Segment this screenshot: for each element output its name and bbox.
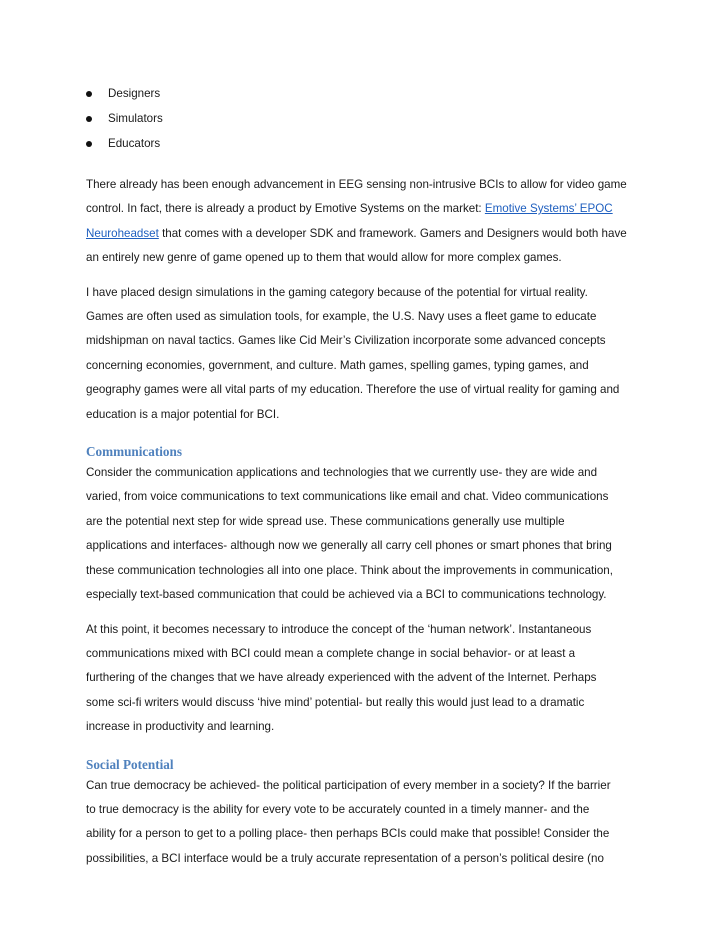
text-line: communications mixed with BCI could mean a complete change in social behavior- or at least a [86, 646, 576, 660]
paragraph-social-potential [86, 774, 646, 872]
text-line: increase in productivity and learning. [86, 720, 275, 734]
text-line: an entirely new genre of game opened up to them that would allow for more complex games. [86, 251, 562, 265]
text-line: are the potential next step for wide spread use. These communications generally use multiple [86, 514, 565, 528]
neuroheadset-link[interactable]: Neuroheadset [86, 226, 159, 240]
list-item-text: Educators [108, 137, 161, 150]
bullet-icon [86, 91, 92, 97]
text-line: education is a major potential for BCI. [86, 407, 280, 421]
text-line: possibilities, a BCI interface would be a truly accurate representation of a person’s political desire (no [86, 851, 604, 865]
text-line: Games are often used as simulation tools, for example, the U.S. Navy uses a fleet game to educate [86, 310, 597, 324]
text-line: midshipman on naval tactics. Games like Cid Meir’s Civilization incorporate some advanced concepts [86, 334, 606, 348]
text-line: to true democracy is the ability for every vote to be accurately counted in a timely manner- and the [86, 802, 590, 816]
emotive-epoc-link[interactable]: Emotive Systems’ EPOC [484, 202, 613, 216]
list-item [86, 111, 646, 136]
text-line: applications and interfaces- although now we generally all carry cell phones or smart phones that bring [86, 539, 612, 553]
text-line: Consider the communication applications and technologies that we currently use- they are wide and [86, 466, 598, 480]
document-page [86, 86, 646, 881]
text-line: At this point, it becomes necessary to introduce the concept of the ‘human network’. Instantaneous [86, 622, 592, 636]
bullet-list [86, 86, 646, 161]
text-line: varied, from voice communications to text communications like email and chat. Video communications [86, 490, 609, 504]
heading-social-potential: Social Potential [86, 756, 174, 772]
text-line: ability for a person to get to a polling place- then perhaps BCIs could make that possible! Consider the [86, 827, 610, 841]
text-fragment: that comes with a developer SDK and framework. Gamers and Designers would both have [158, 226, 627, 240]
list-item-text: Designers [108, 87, 161, 100]
text-line: especially text-based communication that could be achieved via a BCI to communications technology. [86, 588, 607, 602]
heading-communications: Communications [86, 444, 182, 460]
list-item-text: Simulators [108, 112, 163, 125]
text-line: concerning economies, government, and culture. Math games, spelling games, typing games, and [86, 358, 589, 372]
list-item [86, 136, 646, 161]
paragraph-bci-gaming [86, 173, 646, 271]
bullet-icon [86, 141, 92, 147]
text-line [86, 197, 646, 221]
paragraph-human-network [86, 618, 646, 740]
text-line: Can true democracy be achieved- the political participation of every member in a society? If the barrier [86, 778, 611, 792]
paragraph-design-simulations [86, 281, 646, 427]
text-line [86, 222, 646, 246]
text-line: some sci-fi writers would discuss ‘hive mind’ potential- but really this would just lead to a dramatic [86, 695, 585, 709]
text-line: geography games were all vital parts of my education. Therefore the use of virtual reality for gaming and [86, 383, 620, 397]
list-item [86, 86, 646, 111]
bullet-icon [86, 116, 92, 122]
text-line: these communication technologies all into one place. Think about the improvements in communication, [86, 563, 613, 577]
text-line: I have placed design simulations in the gaming category because of the potential for virtual reality. [86, 285, 588, 299]
text-line: There already has been enough advancement in EEG sensing non-intrusive BCIs to allow for video game [86, 178, 627, 191]
text-fragment: control. In fact, there is already a product by Emotive Systems on the market: [86, 202, 485, 216]
text-line: furthering of the changes that we have already experienced with the advent of the Internet. Perhaps [86, 671, 597, 685]
paragraph-communications [86, 461, 646, 607]
